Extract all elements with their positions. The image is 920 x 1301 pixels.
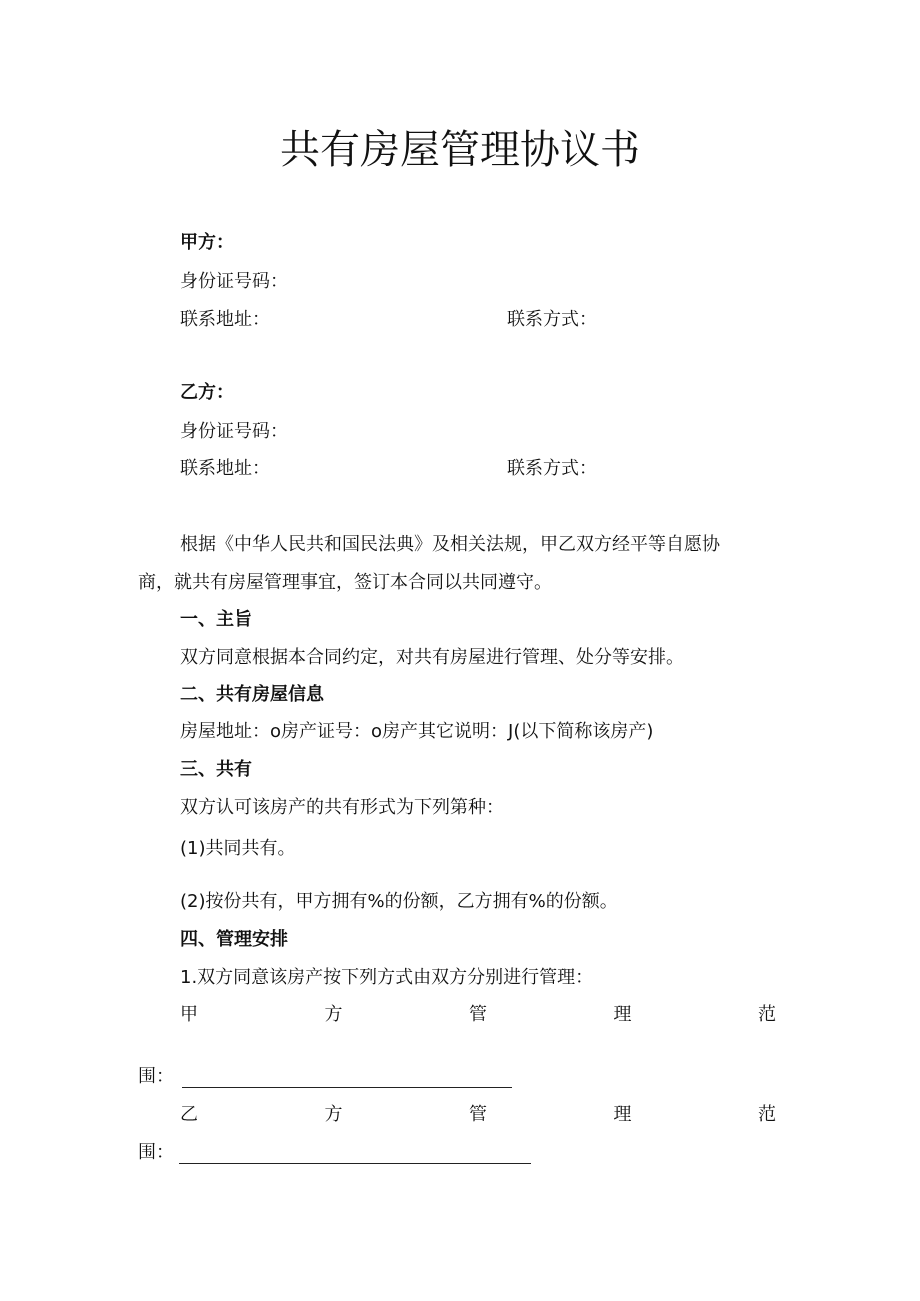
scope-b-line	[180, 1104, 776, 1126]
section-3-option-1: (1)共同共有。	[180, 838, 296, 859]
char: 管	[469, 1104, 487, 1125]
char: 乙	[180, 1104, 198, 1125]
party-b-label: 乙方：	[180, 382, 234, 403]
section-3-option-2: (2)按份共有，甲方拥有%的份额，乙方拥有%的份额。	[180, 891, 618, 912]
char: 方	[324, 1004, 343, 1025]
section-1-body: 双方同意根据本合同约定，对共有房屋进行管理、处分等安排。	[180, 647, 684, 668]
party-a-contact: 联系方式：	[507, 309, 597, 330]
party-b-contact: 联系方式：	[507, 458, 597, 479]
party-b-id: 身份证号码：	[180, 421, 288, 442]
char: 理	[613, 1004, 632, 1025]
scope-b-blank[interactable]	[179, 1145, 531, 1164]
scope-b-field	[138, 1142, 531, 1164]
party-b-address: 联系地址：	[180, 458, 270, 479]
char: 甲	[180, 1004, 198, 1025]
intro-line-2: 商，就共有房屋管理事宜，签订本合同以共同遵守。	[138, 572, 552, 593]
section-2-body: 房屋地址：o房产证号：o房产其它说明：J(以下简称该房产)	[180, 721, 654, 742]
section-1-heading: 一、主旨	[180, 609, 252, 630]
scope-a-line	[180, 1004, 776, 1026]
char: 管	[469, 1004, 487, 1025]
char: 方	[324, 1104, 343, 1125]
party-a-label: 甲方：	[180, 232, 234, 253]
section-2-heading: 二、共有房屋信息	[180, 684, 324, 705]
party-a-address: 联系地址：	[180, 309, 270, 330]
scope-b-tail: 围：	[138, 1142, 174, 1163]
scope-a-blank[interactable]	[182, 1069, 512, 1088]
char: 范	[758, 1004, 776, 1025]
section-3-heading: 三、共有	[180, 759, 252, 780]
scope-a-tail: 围：	[138, 1066, 174, 1087]
document-title: 共有房屋管理协议书	[280, 127, 640, 173]
section-3-body: 双方认可该房产的共有形式为下列第种：	[180, 797, 504, 818]
intro-line-1: 根据《中华人民共和国民法典》及相关法规，甲乙双方经平等自愿协	[180, 534, 720, 555]
char: 范	[758, 1104, 776, 1125]
section-4-heading: 四、管理安排	[180, 929, 288, 950]
section-4-body: 1.双方同意该房产按下列方式由双方分别进行管理：	[180, 967, 594, 988]
scope-a-field	[138, 1066, 512, 1088]
char: 理	[613, 1104, 632, 1125]
party-a-id: 身份证号码：	[180, 271, 288, 292]
